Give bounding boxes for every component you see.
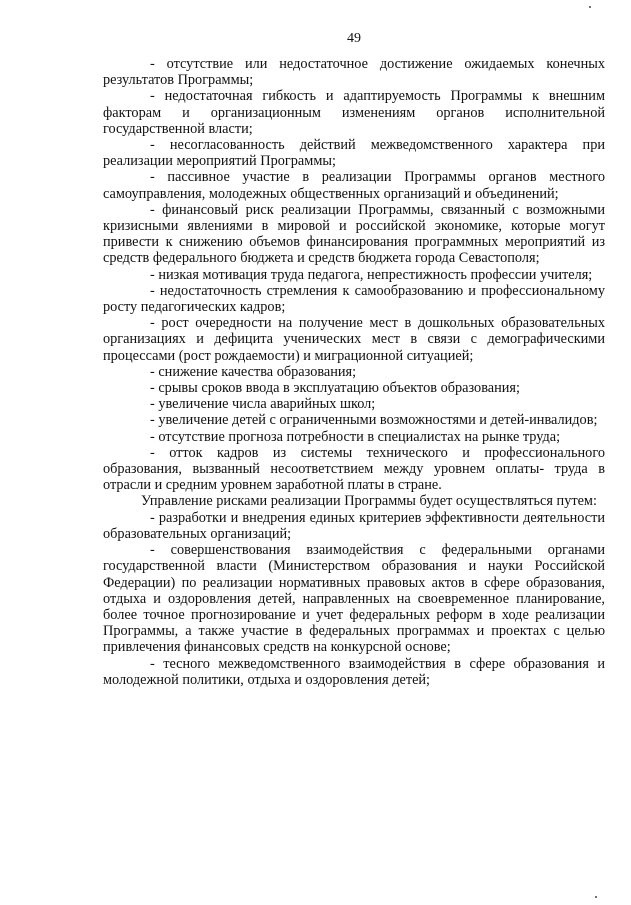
paragraph: - недостаточная гибкость и адаптируемость Программы к внешним факторам и организационным изменениям органов исполнительной государственной власти; bbox=[103, 88, 605, 137]
paragraph: - отсутствие или недостаточное достижение ожидаемых конечных результатов Программы; bbox=[103, 56, 605, 89]
paragraph: - отток кадров из системы технического и профессионального образования, вызванный несоответствием между уровнем оплаты- труда в отрасли и средним уровнем заработной платы в стране. bbox=[103, 444, 605, 494]
paragraph: - совершенствования взаимодействия с федеральными органами государственной власти (Министерством образования и науки Российской Федерации) по реализации нормативных правовых актов в сфере образования, отдыха и оздоровления детей, направленных на своевременное планирование, более точное прогнозирование и учет федеральных реформ в ходе реализации Программы, а также участие в федеральных программах и проектах с целью привлечения финансовых средств на конкурсной основе; bbox=[103, 542, 605, 656]
paragraph: - снижение качества образования; bbox=[150, 363, 357, 380]
paragraph: - несогласованность действий межведомственного характера при реализации мероприятий Программы; bbox=[103, 137, 605, 170]
scan-speck bbox=[595, 896, 597, 898]
page-number: 49 bbox=[347, 31, 361, 46]
paragraph: - отсутствие прогноза потребности в специалистах на рынке труда; bbox=[150, 428, 561, 445]
paragraph: - увеличение детей с ограниченными возможностями и детей-инвалидов; bbox=[150, 412, 598, 429]
paragraph: - разработки и внедрения единых критериев эффективности деятельности образовательных организаций; bbox=[103, 509, 605, 542]
scan-speck bbox=[589, 6, 591, 8]
paragraph: - срывы сроков ввода в эксплуатацию объектов образования; bbox=[150, 380, 520, 397]
paragraph: - финансовый риск реализации Программы, связанный с возможными кризисными явлениями в мировой и российской экономике, которые могут привести к снижению объемов финансирования программных мероприятий из средств федерального бюджета и средств бюджета города Севастополя; bbox=[103, 201, 605, 267]
paragraph: - рост очередности на получение мест в дошкольных образовательных организациях и дефицита ученических мест в связи с демографическими процессами (рост рождаемости) и миграционной ситуацией; bbox=[103, 315, 605, 364]
paragraph: - недостаточность стремления к самообразованию и профессиональному росту педагогических кадров; bbox=[103, 282, 605, 316]
paragraph: Управление рисками реализации Программы будет осуществляться путем: bbox=[141, 493, 597, 510]
document-body bbox=[103, 56, 605, 688]
paragraph: - низкая мотивация труда педагога, непрестижность профессии учителя; bbox=[150, 266, 593, 283]
paragraph: - увеличение числа аварийных школ; bbox=[150, 396, 376, 413]
paragraph: - тесного межведомственного взаимодействия в сфере образования и молодежной политики, отдыха и оздоровления детей; bbox=[103, 655, 605, 688]
paragraph: - пассивное участие в реализации Программы органов местного самоуправления, молодежных общественных организаций и объединений; bbox=[103, 169, 605, 202]
